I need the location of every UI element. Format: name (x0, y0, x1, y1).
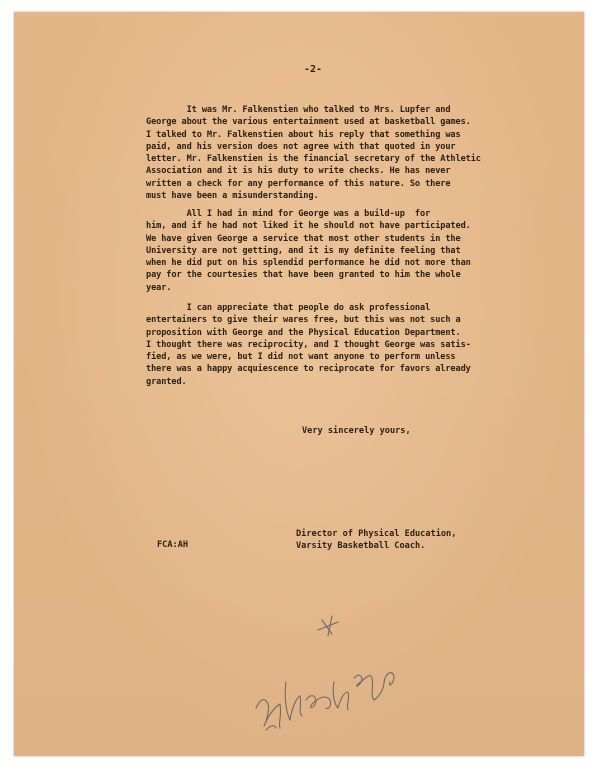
signature-title: Varsity Basketball Coach. (296, 541, 426, 552)
paragraph-1 (146, 104, 541, 202)
text-line: there was a happy acquiescence to reciprocate for favors already (146, 364, 471, 375)
text-line: him, and if he had not liked it he should not have participated. (146, 221, 471, 232)
page-number: -2- (304, 64, 323, 75)
text-line: Association and it is his duty to write checks. He has never (146, 166, 451, 177)
text-line: granted. (146, 376, 187, 387)
reference-initials: FCA:AH (157, 540, 189, 550)
handwritten-pencil-note (234, 612, 414, 742)
text-line: We have given George a service that most other students in the (146, 233, 461, 244)
text-line: year. (146, 282, 172, 293)
signature-title: Director of Physical Education, (296, 529, 457, 539)
text-line: must have been a misunderstanding. (146, 191, 319, 202)
paragraph-3 (146, 302, 541, 388)
text-line: letter. Mr. Falkenstien is the financial secretary of the Athletic (146, 154, 481, 165)
closing: Very sincerely yours, (302, 426, 411, 436)
text-line: University are not getting, and it is my definite feeling that (146, 245, 461, 256)
text-line: proposition with George and the Physical Education Department. (146, 327, 461, 338)
text-line: fied, as we were, but I did not want anyone to perform unless (146, 352, 456, 363)
text-line: pay for the courtesies that have been granted to him the whole (146, 270, 461, 281)
letter-page (14, 12, 584, 756)
text-line: I thought there was reciprocity, and I thought George was satis- (146, 339, 471, 350)
text-line: written a check for any performance of this nature. So there (146, 178, 451, 189)
text-line: when he did put on his splendid performance he did not more than (146, 258, 471, 269)
text-line: entertainers to give their wares free, but this was not such a (146, 315, 461, 326)
paragraph-2 (146, 208, 541, 294)
text-line: I talked to Mr. Falkenstien about his reply that something was (146, 129, 461, 140)
signature-block (296, 528, 456, 553)
text-line: George about the various entertainment used at basketball games. (146, 117, 471, 128)
text-line: All I had in mind for George was a build-up for (146, 209, 431, 219)
text-line: I can appreciate that people do ask professional (146, 303, 431, 313)
text-line: It was Mr. Falkenstien who talked to Mrs. Lupfer and (146, 105, 451, 115)
text-line: paid, and his version does not agree with that quoted in your (146, 141, 456, 152)
